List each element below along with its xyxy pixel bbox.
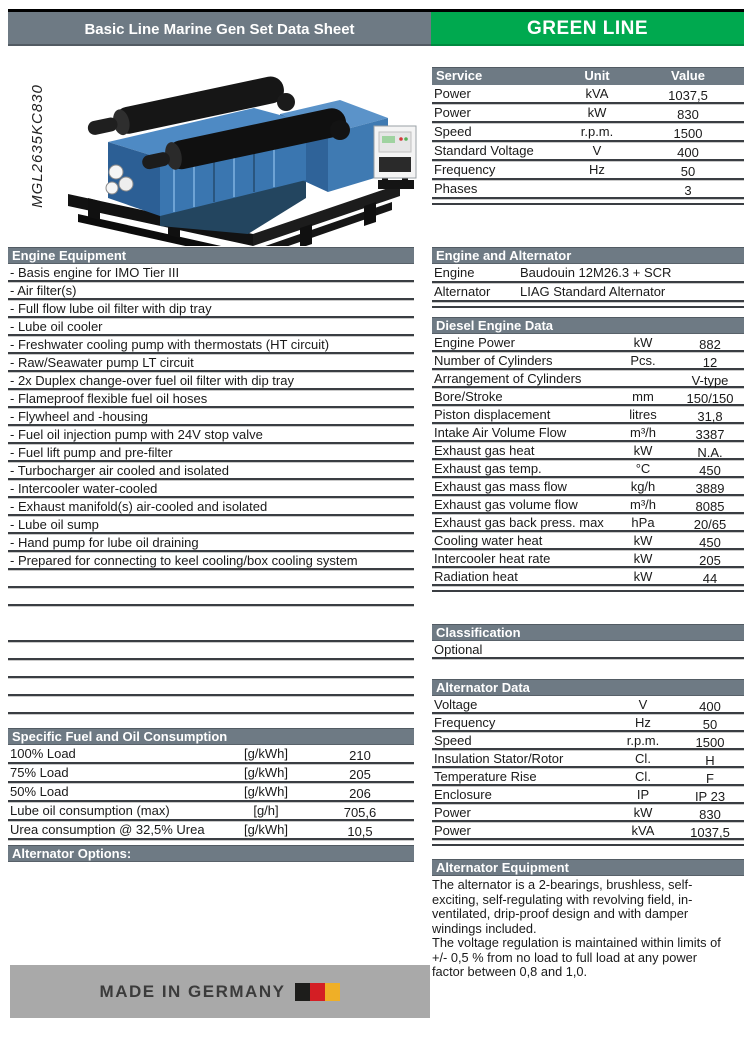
- row-value: IP 23: [694, 789, 726, 804]
- text-line: +/- 0,5 % from no load to full load at any power: [432, 949, 697, 965]
- row-value: N.A.: [697, 445, 723, 460]
- row-label: Temperature Rise: [434, 769, 537, 784]
- table-row: [432, 442, 744, 460]
- row-value: 44: [702, 571, 718, 586]
- row-label: Piston displacement: [434, 407, 551, 422]
- row-label: Exhaust gas back press. max: [434, 515, 604, 530]
- row-label: Frequency: [434, 715, 496, 730]
- text-line: The alternator is a 2-bearings, brushless, self-: [432, 877, 693, 892]
- table-row: [432, 406, 744, 424]
- row-label: Intercooler heat rate: [434, 551, 551, 566]
- row-value: 8085: [695, 499, 725, 514]
- row-label: Intake Air Volume Flow: [434, 425, 567, 440]
- alternator-equipment-text: [432, 876, 744, 980]
- engine-and-alternator-section: [432, 247, 744, 308]
- row-label: 100% Load: [10, 746, 76, 761]
- row-unit: Hz: [589, 162, 605, 177]
- row-label: Voltage: [434, 697, 478, 712]
- service-col-header: Service: [436, 68, 483, 83]
- row-value: 3387: [695, 427, 725, 442]
- row-value: 3889: [695, 481, 725, 496]
- row-label: Engine: [434, 265, 475, 280]
- diesel-engine-data-body: [432, 334, 744, 586]
- row-unit: [g/kWh]: [243, 822, 289, 837]
- table-row: [432, 550, 744, 568]
- row-label: 50% Load: [10, 784, 69, 799]
- engine-equipment-section: [8, 247, 414, 570]
- list-item: [8, 462, 414, 480]
- text-line: The voltage regulation is maintained within limits of: [432, 935, 721, 950]
- list-item: [8, 516, 414, 534]
- row-value: 206: [349, 786, 371, 801]
- row-value: 705,6: [343, 805, 377, 820]
- row-value: 50: [702, 717, 718, 732]
- row-label: Power: [434, 86, 471, 101]
- value-col-header: Value: [671, 68, 705, 83]
- row-unit: [g/kWh]: [243, 746, 289, 761]
- list-item: [8, 444, 414, 462]
- table-row: [432, 142, 744, 161]
- row-label: Alternator: [434, 284, 491, 299]
- list-item: [8, 552, 414, 570]
- alternator-equipment-section: [432, 859, 744, 980]
- title-bar: [8, 12, 431, 46]
- row-label: Speed: [434, 733, 472, 748]
- row-label: Exhaust gas mass flow: [434, 479, 567, 494]
- table-row: [432, 460, 744, 478]
- list-item-text: - Exhaust manifold(s) air-cooled and isolated: [10, 499, 268, 514]
- row-label: Standard Voltage: [434, 143, 534, 158]
- row-unit: V: [638, 697, 648, 712]
- text-line: exciting, self-regulating with revolving field, in-: [432, 891, 693, 907]
- table-row: [432, 123, 744, 142]
- empty-row: [8, 642, 414, 660]
- unit-col-header: Unit: [584, 68, 610, 83]
- table-row: [432, 370, 744, 388]
- row-unit: V: [592, 143, 602, 158]
- row-value: LIAG Standard Alternator: [520, 284, 666, 299]
- list-item-text: - Prepared for connecting to keel cooling/box cooling system: [10, 553, 358, 568]
- empty-row: [8, 588, 414, 606]
- row-value: 1037,5: [668, 88, 708, 103]
- row-value: 830: [699, 807, 721, 822]
- table-row: [432, 104, 744, 123]
- row-value: 205: [349, 767, 371, 782]
- row-value: 450: [699, 535, 721, 550]
- row-unit: Hz: [635, 715, 651, 730]
- table-row: [432, 478, 744, 496]
- genset-illustration-svg: [48, 56, 420, 246]
- row-unit: [g/kWh]: [243, 765, 289, 780]
- row-label: Number of Cylinders: [434, 353, 553, 368]
- row-value: 400: [677, 145, 699, 160]
- row-unit: kW: [587, 105, 607, 120]
- list-item: [8, 390, 414, 408]
- row-unit: kW: [633, 805, 653, 820]
- row-unit: Pcs.: [630, 353, 656, 368]
- table-row: [8, 764, 414, 783]
- list-item-text: - Lube oil sump: [10, 517, 99, 532]
- table-row: [432, 388, 744, 406]
- row-label: Insulation Stator/Rotor: [434, 751, 564, 766]
- table-row: [432, 85, 744, 104]
- classification-value: Optional: [434, 642, 483, 657]
- list-item: [8, 498, 414, 516]
- engine-and-alternator-body: [432, 264, 744, 302]
- row-unit: litres: [629, 407, 657, 422]
- row-value: 1500: [673, 126, 703, 141]
- made-in-germany-band: [10, 965, 430, 1018]
- row-value: 12: [702, 355, 718, 370]
- row-value: 3: [684, 183, 692, 198]
- row-unit: r.p.m.: [626, 733, 660, 748]
- row-label: Engine Power: [434, 335, 515, 350]
- list-item-text: - Full flow lube oil filter with dip tray: [10, 301, 212, 316]
- list-item: [8, 336, 414, 354]
- list-item: [8, 282, 414, 300]
- table-end-rule: [432, 840, 744, 846]
- row-label: Urea consumption @ 32,5% Urea: [10, 822, 205, 837]
- row-label: Cooling water heat: [434, 533, 543, 548]
- row-unit: kW: [633, 533, 653, 548]
- list-item: [8, 300, 414, 318]
- fuel-consumption-section: [8, 728, 414, 840]
- list-item: [8, 480, 414, 498]
- list-item-text: - Air filter(s): [10, 283, 77, 298]
- table-row: [432, 786, 744, 804]
- list-item-text: - Turbocharger air cooled and isolated: [10, 463, 229, 478]
- row-label: Frequency: [434, 162, 496, 177]
- flag-black-stripe: [295, 983, 310, 1001]
- empty-row: [8, 678, 414, 696]
- row-unit: kW: [633, 443, 653, 458]
- table-row: [432, 424, 744, 442]
- row-unit: r.p.m.: [580, 124, 614, 139]
- row-unit: [g/h]: [253, 803, 279, 818]
- list-item-text: - Raw/Seawater pump LT circuit: [10, 355, 194, 370]
- alternator-data-section: [432, 679, 744, 846]
- list-item-text: - Freshwater cooling pump with thermostats (HT circuit): [10, 337, 330, 352]
- row-value: 50: [680, 164, 696, 179]
- table-row: [8, 745, 414, 764]
- row-label: Power: [434, 823, 471, 838]
- table-row: [8, 783, 414, 802]
- row-value: 20/65: [693, 517, 727, 532]
- row-unit: [562, 181, 632, 197]
- list-item-text: - 2x Duplex change-over fuel oil filter with dip tray: [10, 373, 294, 388]
- row-value: 1500: [695, 735, 725, 750]
- section-header: Engine Equipment: [8, 247, 414, 264]
- row-unit: m³/h: [630, 425, 656, 440]
- model-code: MGL2635KC830: [29, 84, 46, 208]
- list-item-text: - Fuel oil injection pump with 24V stop valve: [10, 427, 263, 442]
- green-line-label: GREEN LINE: [526, 18, 649, 39]
- row-unit: kW: [633, 551, 653, 566]
- row-unit: mm: [632, 389, 654, 404]
- table-row: [432, 568, 744, 586]
- row-unit: °C: [635, 461, 651, 476]
- table-row: [432, 352, 744, 370]
- row-label: Enclosure: [434, 787, 492, 802]
- table-row: [432, 283, 744, 302]
- row-label: Exhaust gas heat: [434, 443, 535, 458]
- list-item: [8, 354, 414, 372]
- table-row: [432, 514, 744, 532]
- row-label: Speed: [434, 124, 472, 139]
- row-value: 150/150: [686, 391, 734, 406]
- list-item-text: - Fuel lift pump and pre-filter: [10, 445, 173, 460]
- row-value: 210: [349, 748, 371, 763]
- classification-row: [432, 641, 744, 659]
- diesel-engine-data-section: [432, 317, 744, 592]
- genset-image: [48, 56, 420, 246]
- row-label: Power: [434, 105, 471, 120]
- table-row: [432, 264, 744, 283]
- row-unit: Cl.: [635, 751, 651, 766]
- row-value: 10,5: [347, 824, 373, 839]
- empty-rows-group-2: [8, 624, 414, 714]
- table-row: [432, 822, 744, 840]
- row-label: Lube oil consumption (max): [10, 803, 170, 818]
- section-header: Engine and Alternator: [432, 247, 744, 264]
- row-unit: kW: [633, 569, 653, 584]
- row-unit: IP: [636, 787, 650, 802]
- list-item: [8, 534, 414, 552]
- table-row: [432, 714, 744, 732]
- row-unit: hPa: [631, 515, 655, 530]
- made-in-germany-label: MADE IN GERMANY: [99, 981, 286, 1001]
- german-flag-icon: [295, 983, 340, 1001]
- engine-equipment-list: [8, 264, 414, 570]
- row-value: 31,8: [697, 409, 723, 424]
- list-item: [8, 264, 414, 282]
- row-value: 205: [699, 553, 721, 568]
- row-unit: [g/kWh]: [243, 784, 289, 799]
- table-row: [432, 180, 744, 199]
- section-header: Specific Fuel and Oil Consumption: [8, 728, 414, 745]
- row-unit: kVA: [585, 86, 609, 101]
- list-item: [8, 408, 414, 426]
- text-line: windings included.: [432, 920, 537, 936]
- section-header: Alternator Equipment: [432, 859, 744, 876]
- text-line: factor between 0,8 and 1,0.: [432, 964, 588, 979]
- list-item-text: - Intercooler water-cooled: [10, 481, 158, 496]
- row-value: V-type: [691, 373, 729, 388]
- list-item-text: - Basis engine for IMO Tier III: [10, 265, 180, 280]
- row-value: 882: [699, 337, 721, 352]
- row-label: 75% Load: [10, 765, 69, 780]
- fuel-consumption-body: [8, 745, 414, 840]
- list-item-text: - Lube oil cooler: [10, 319, 103, 334]
- row-value: 400: [699, 699, 721, 714]
- list-item-text: - Flameproof flexible fuel oil hoses: [10, 391, 208, 406]
- table-row: [8, 821, 414, 840]
- table-row: [432, 768, 744, 786]
- alternator-options-section: [8, 845, 414, 862]
- row-label: Exhaust gas volume flow: [434, 497, 578, 512]
- row-value: Baudouin 12M26.3 + SCR: [520, 265, 672, 280]
- row-value: H: [705, 753, 715, 768]
- row-value: F: [706, 771, 714, 786]
- green-line-badge: [431, 12, 744, 46]
- service-table-body: [432, 85, 744, 199]
- row-label: Phases: [434, 181, 478, 196]
- empty-row: [8, 570, 414, 588]
- row-label: Radiation heat: [434, 569, 518, 584]
- row-unit: Cl.: [635, 769, 651, 784]
- service-table: [432, 67, 744, 205]
- row-label: Bore/Stroke: [434, 389, 503, 404]
- table-row: [432, 496, 744, 514]
- section-header: Alternator Data: [432, 679, 744, 696]
- section-header: Classification: [432, 624, 744, 641]
- table-row: [432, 161, 744, 180]
- table-row: [432, 696, 744, 714]
- list-item: [8, 318, 414, 336]
- alternator-data-body: [432, 696, 744, 840]
- row-unit: kVA: [631, 823, 655, 838]
- page-title: Basic Line Marine Gen Set Data Sheet: [84, 20, 355, 38]
- row-label: Power: [434, 805, 471, 820]
- row-label: Exhaust gas temp.: [434, 461, 542, 476]
- table-end-rule: [432, 586, 744, 592]
- empty-row: [8, 660, 414, 678]
- service-table-header: [432, 67, 744, 85]
- table-row: [432, 804, 744, 822]
- row-unit: m³/h: [630, 497, 656, 512]
- table-end-rule: [432, 199, 744, 205]
- row-unit: kW: [633, 335, 653, 350]
- list-item: [8, 426, 414, 444]
- table-row: [8, 802, 414, 821]
- section-header: Alternator Options:: [8, 845, 414, 862]
- classification-section: [432, 624, 744, 659]
- empty-row: [8, 696, 414, 714]
- row-value: 450: [699, 463, 721, 478]
- section-header: Diesel Engine Data: [432, 317, 744, 334]
- table-row: [432, 732, 744, 750]
- row-unit: [610, 371, 676, 386]
- list-item-text: - Flywheel and -housing: [10, 409, 149, 424]
- flag-red-stripe: [310, 983, 325, 1001]
- list-item: [8, 372, 414, 390]
- flag-gold-stripe: [325, 983, 340, 1001]
- list-item-text: - Hand pump for lube oil draining: [10, 535, 199, 550]
- row-unit: kg/h: [630, 479, 656, 494]
- table-row: [432, 334, 744, 352]
- row-label: Arrangement of Cylinders: [434, 371, 582, 386]
- row-value: 1037,5: [690, 825, 730, 840]
- text-line: ventilated, drip-proof design and with damper: [432, 906, 689, 921]
- empty-row: [8, 624, 414, 642]
- table-row: [432, 750, 744, 768]
- table-end-rule: [432, 302, 744, 308]
- row-value: 830: [677, 107, 699, 122]
- empty-rows-group-1: [8, 570, 414, 606]
- table-row: [432, 532, 744, 550]
